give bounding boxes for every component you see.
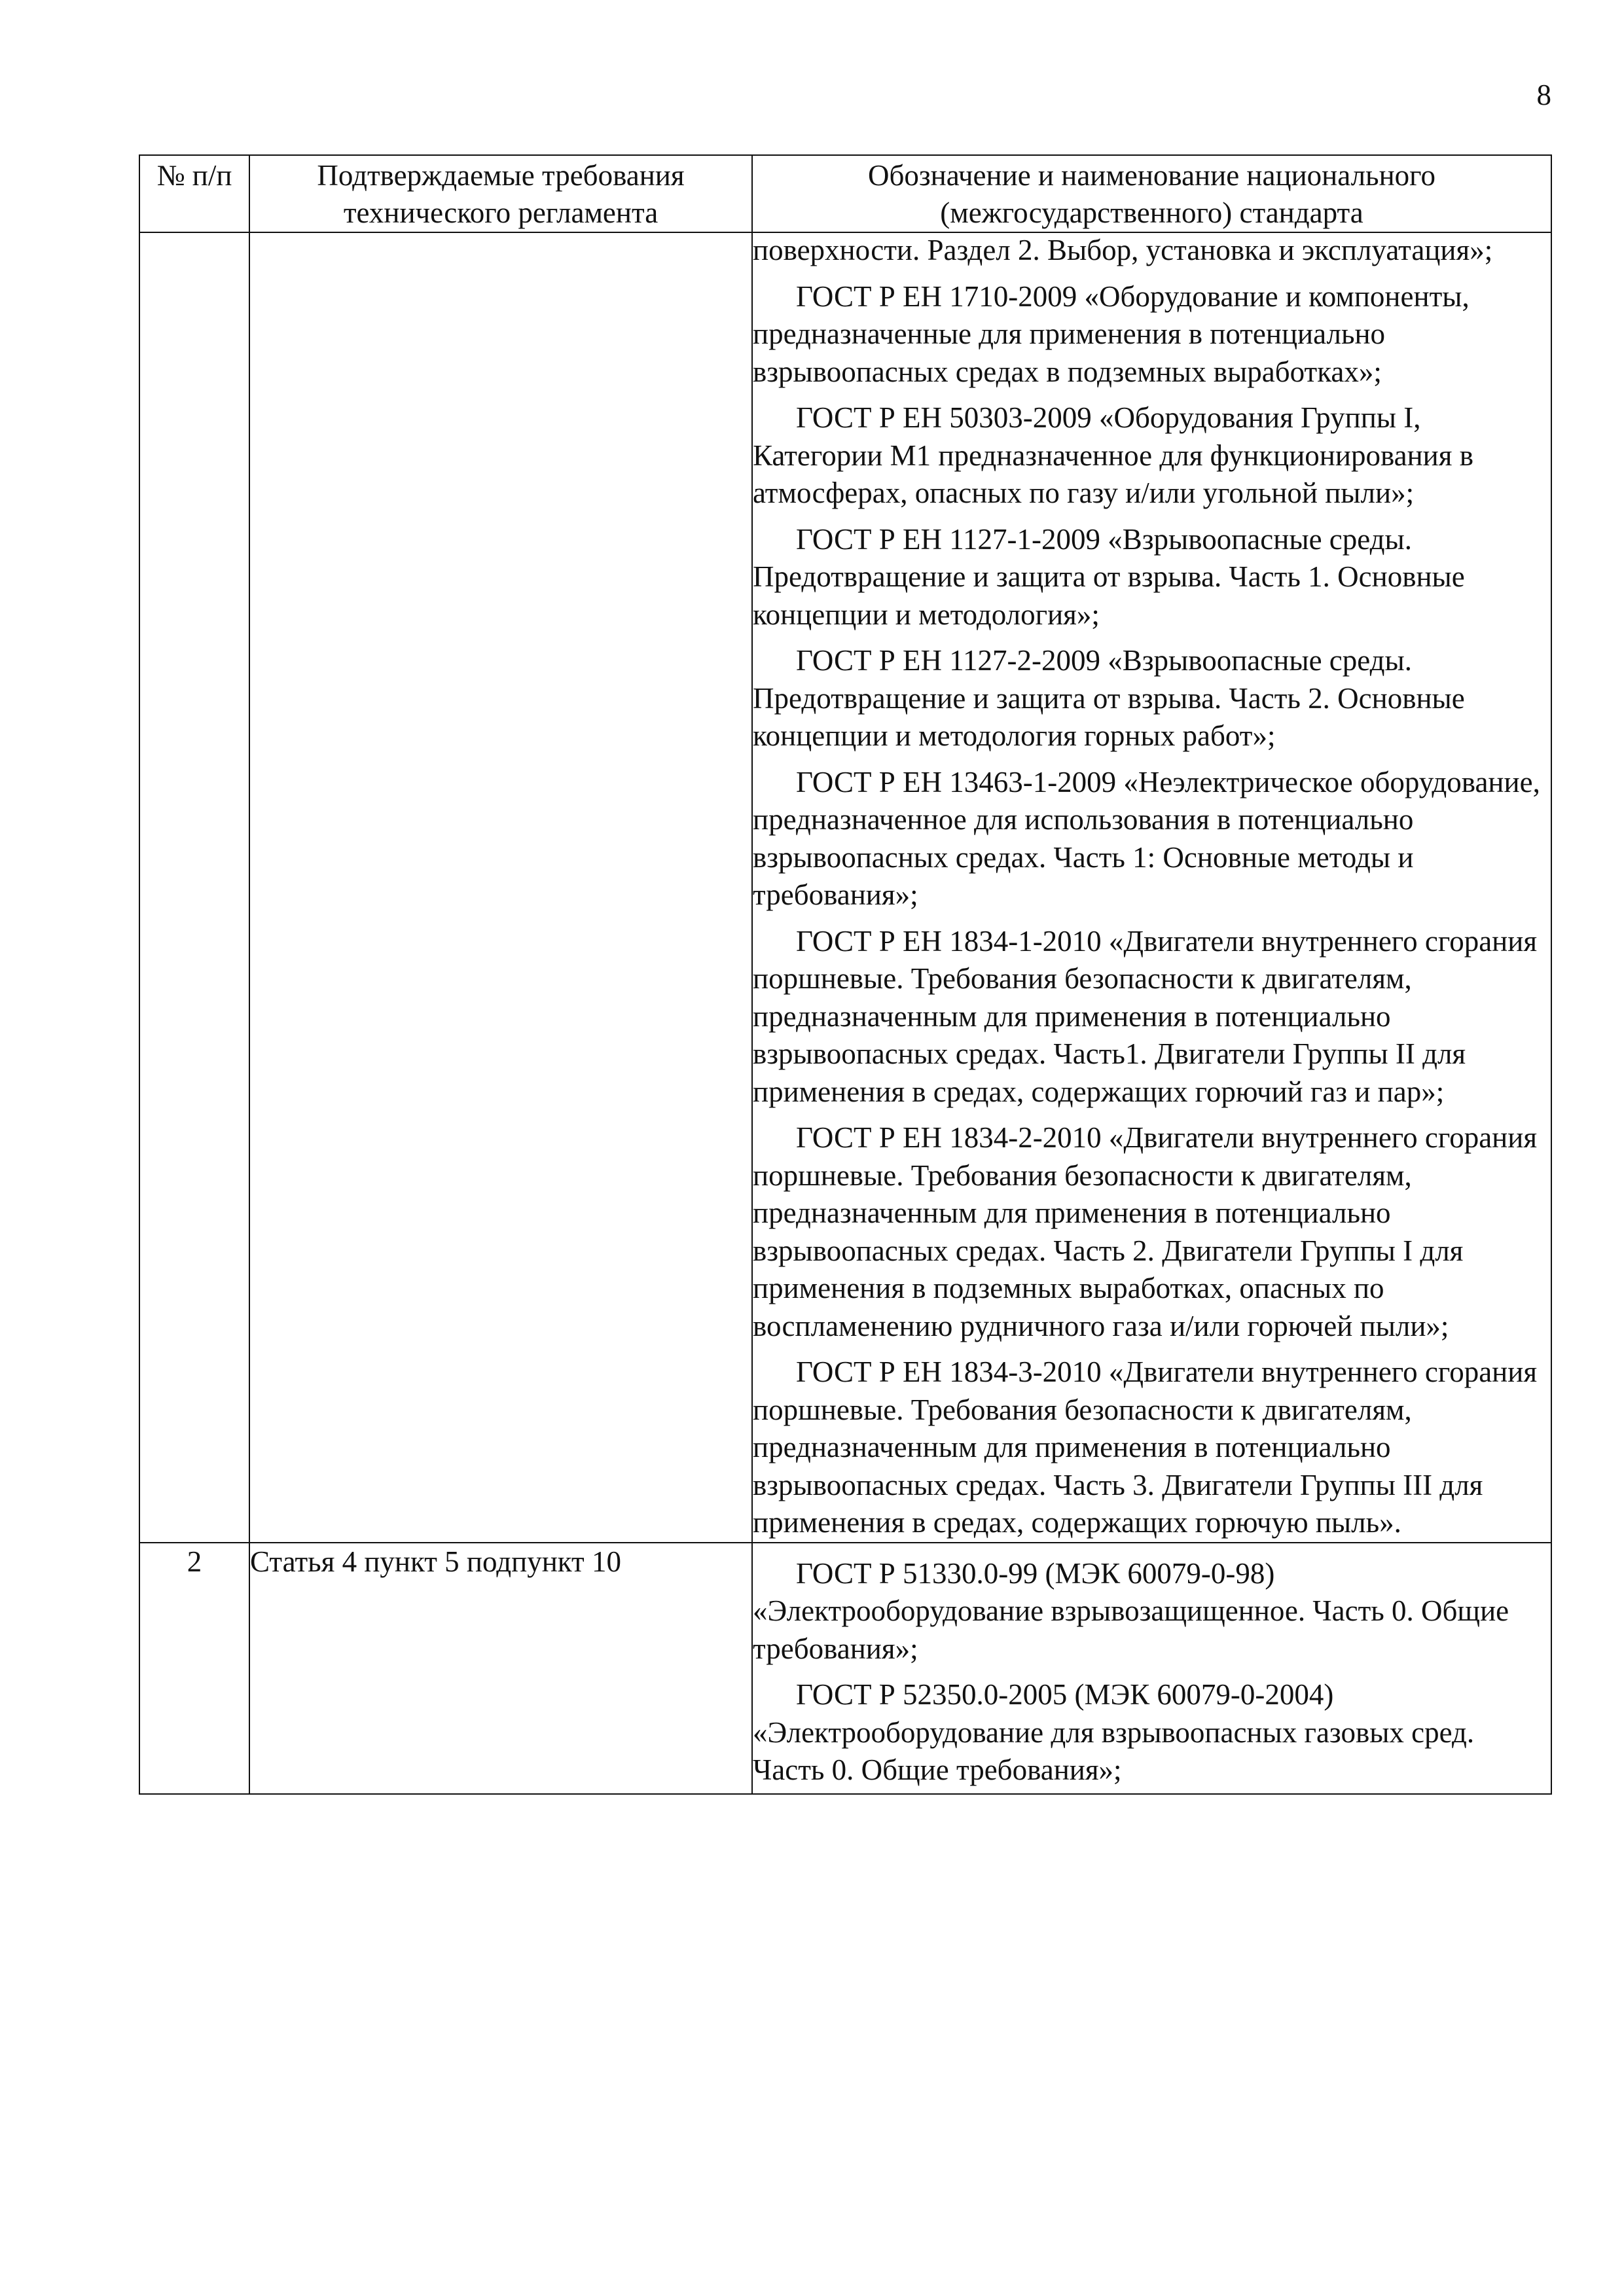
row-num-cell <box>139 232 249 1543</box>
header-num: № п/п <box>139 155 249 232</box>
standard-item: ГОСТ Р ЕН 50303-2009 «Оборудования Группы I, Категории M1 предназначенное для функционирования в атмосферах, опасных по газу и/или угольной пыли»; <box>753 401 1473 509</box>
header-requirement: Подтверждаемые требования технического регламента <box>249 155 752 232</box>
page-number: 8 <box>1536 79 1551 111</box>
standard-item: ГОСТ Р ЕН 1834-3-2010 «Двигатели внутреннего сгорания поршневые. Требования безопасности к двигателям, предназначенным для применения в потенциально взрывоопасных средах. Часть 3. Двигатели Группы III для применения в средах, содержащих горючую пыль». <box>753 1355 1538 1539</box>
table-header-row <box>139 155 1551 232</box>
standard-item: ГОСТ Р ЕН 1127-1-2009 «Взрывоопасные среды. Предотвращение и защита от взрыва. Часть 1. Основные концепции и методология»; <box>753 522 1465 631</box>
standard-item: ГОСТ Р ЕН 13463-1-2009 «Неэлектрическое оборудование, предназначенное для использования в потенциально взрывоопасных средах. Часть 1: Основные методы и требования»; <box>753 765 1540 911</box>
row-standards-cell <box>752 1543 1551 1794</box>
table-row <box>139 1543 1551 1794</box>
standard-item: ГОСТ Р 52350.0-2005 (МЭК 60079-0-2004) «Электрооборудование для взрывоопасных газовых сред. Часть 0. Общие требования»; <box>753 1678 1475 1786</box>
row-num-cell: 2 <box>139 1543 249 1794</box>
standard-item: ГОСТ Р 51330.0-99 (МЭК 60079-0-98) «Электрооборудование взрывозащищенное. Часть 0. Общие требования»; <box>753 1556 1509 1665</box>
standard-item: ГОСТ Р ЕН 1127-2-2009 «Взрывоопасные среды. Предотвращение и защита от взрыва. Часть 2. Основные концепции и методология горных работ»; <box>753 644 1465 752</box>
standard-item: ГОСТ Р ЕН 1834-1-2010 «Двигатели внутреннего сгорания поршневые. Требования безопасности к двигателям, предназначенным для применения в потенциально взрывоопасных средах. Часть1. Двигатели Группы II для применения в средах, содержащих горючий газ и пар»; <box>753 924 1538 1108</box>
standard-item: поверхности. Раздел 2. Выбор, установка и эксплуатация»; <box>753 234 1493 266</box>
standard-item: ГОСТ Р ЕН 1834-2-2010 «Двигатели внутреннего сгорания поршневые. Требования безопасности к двигателям, предназначенным для применения в потенциально взрывоопасных средах. Часть 2. Двигатели Группы I для применения в подземных выработках, опасных по воспламенению рудничного газа и/или горючей пыли»; <box>753 1121 1538 1342</box>
table-row <box>139 232 1551 1543</box>
row-requirement-cell: Статья 4 пункт 5 подпункт 10 <box>249 1543 752 1794</box>
row-standards-cell <box>752 232 1551 1543</box>
standard-item: ГОСТ Р ЕН 1710-2009 «Оборудование и компоненты, предназначенные для применения в потенциально взрывоопасных средах в подземных выработках»; <box>753 279 1470 388</box>
row-requirement-cell <box>249 232 752 1543</box>
header-standard: Обозначение и наименование национального (межгосударственного) стандарта <box>752 155 1551 232</box>
standards-table <box>139 154 1552 1795</box>
